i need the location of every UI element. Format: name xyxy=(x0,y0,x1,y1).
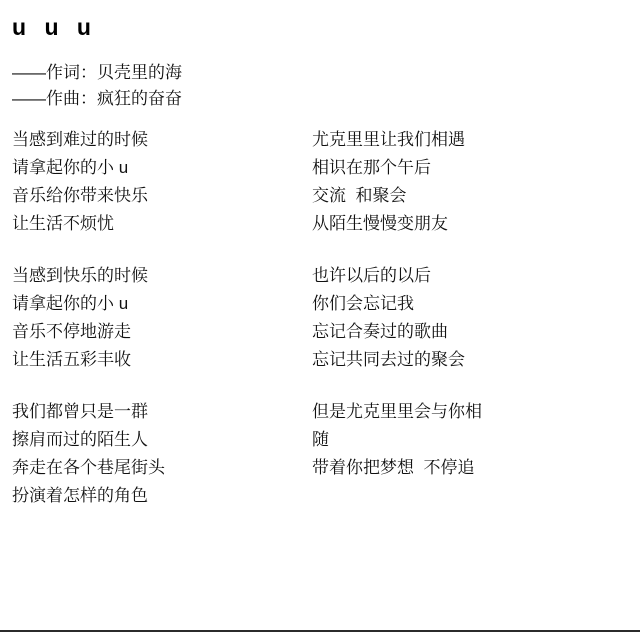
lyric-line: 擦肩而过的陌生人 xyxy=(12,429,148,449)
lyric-line: 带着你把梦想 不停追 xyxy=(312,457,475,477)
credit-composer: ——作曲：疯狂的奋奋 xyxy=(12,88,182,108)
lyric-line: 但是尤克里里会与你相 xyxy=(312,401,482,421)
stanza-3-left-column xyxy=(12,398,312,510)
lyric-line: 交流 和聚会 xyxy=(312,185,407,205)
credits-block xyxy=(12,60,630,112)
lyric-line: 音乐给你带来快乐 xyxy=(12,185,148,205)
bottom-divider xyxy=(0,630,640,632)
lyric-line: 随 xyxy=(312,429,329,449)
stanza-3-right-column xyxy=(312,398,612,510)
stanza-1-right-column xyxy=(312,126,612,238)
lyric-line: 请拿起你的小 u xyxy=(12,293,129,313)
stanza-1-left-column xyxy=(12,126,312,238)
stanza-2 xyxy=(12,262,630,374)
lyric-line: 奔走在各个巷尾街头 xyxy=(12,457,165,477)
lyric-line: 相识在那个午后 xyxy=(312,157,431,177)
lyric-line: 从陌生慢慢变朋友 xyxy=(312,213,448,233)
lyric-line: 当感到难过的时候 xyxy=(12,129,148,149)
credit-lyricist: ——作词：贝壳里的海 xyxy=(12,62,182,82)
lyric-line: 扮演着怎样的角色 xyxy=(12,485,148,505)
lyric-line: 忘记共同去过的聚会 xyxy=(312,349,465,369)
lyric-line: 让生活五彩丰收 xyxy=(12,349,131,369)
lyric-line: 也许以后的以后 xyxy=(312,265,431,285)
stanza-2-right-column xyxy=(312,262,612,374)
page-title: u u u xyxy=(12,14,97,40)
lyric-line: 请拿起你的小 u xyxy=(12,157,129,177)
lyric-line: 音乐不停地游走 xyxy=(12,321,131,341)
stanza-2-left-column xyxy=(12,262,312,374)
lyric-line: 让生活不烦忧 xyxy=(12,213,114,233)
lyric-line: 当感到快乐的时候 xyxy=(12,265,148,285)
lyric-line: 忘记合奏过的歌曲 xyxy=(312,321,448,341)
lyric-line xyxy=(312,482,612,510)
stanza-3 xyxy=(12,398,630,510)
stanza-1 xyxy=(12,126,630,238)
lyric-line: 你们会忘记我 xyxy=(312,293,414,313)
lyric-line: 我们都曾只是一群 xyxy=(12,401,148,421)
lyric-line: 尤克里里让我们相遇 xyxy=(312,129,465,149)
